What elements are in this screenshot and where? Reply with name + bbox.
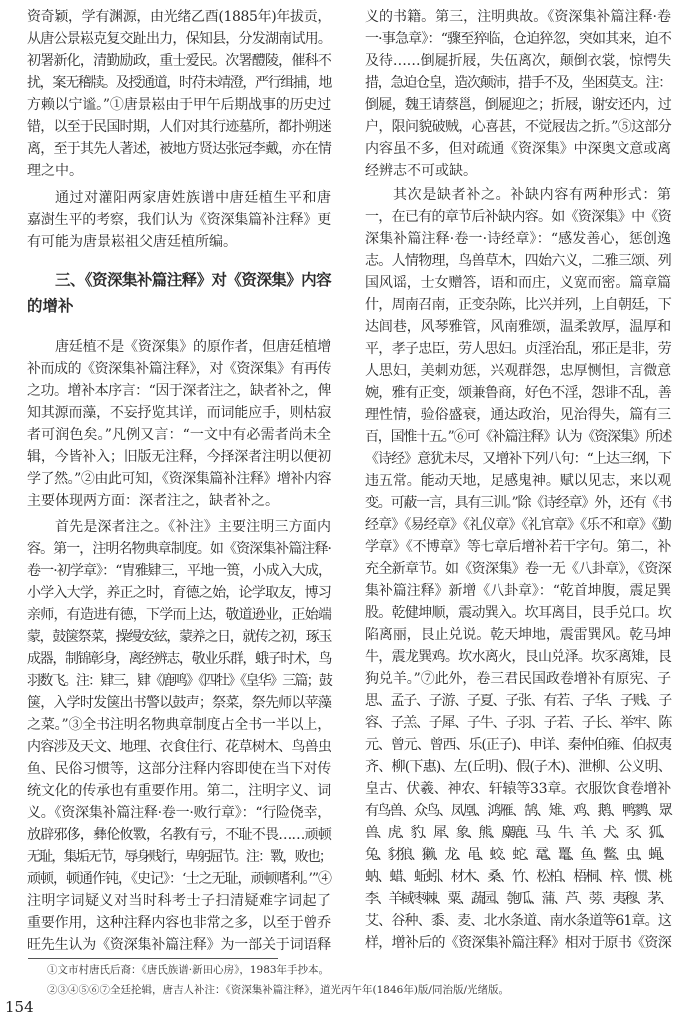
- text-line: 辑，今皆补入；旧版无注释，今择深者注明以便初: [27, 449, 331, 465]
- text-line: 之功。增补本序言：“因于深者注之，缺者补之，俾: [27, 383, 331, 399]
- text-line: 蒙，鼓箧祭菜，操缦安絃，蒙养之日，就传之初，琢玉: [27, 629, 331, 645]
- text-line: 人思妇，美刺劝惩，兴观群怨，忠厚恻怛，言微意: [365, 363, 671, 379]
- text-line: 羽数飞。注：肄三，肄《鹿鸣》《四牡》《皇华》三篇；鼓: [27, 673, 331, 689]
- footnote-divider: [28, 958, 278, 959]
- text-line: 通过对灌阳两家唐姓族谱中唐廷植生平和唐: [55, 190, 331, 206]
- text-line: 股。乾健坤顺，震动巽入。坎耳离目，艮手兑口。坎: [365, 605, 671, 621]
- text-line: 什，周南召南，正变杂陈，比兴并列，上自朝廷，下: [365, 297, 671, 313]
- text-line: 及待……倒屣折屐，失伍离次，颠倒衣裳，惊愕失: [365, 53, 671, 69]
- text-line: 牛，震龙巽鸡。坎水离火，艮山兑泽。坎豕离雉，艮: [365, 649, 671, 665]
- text-line: 理性情，验俗盛衰，通达政治，见治得失，篇有三: [365, 407, 671, 423]
- text-line: 卷一·初学章》：“胄雅肄三，平地一篑，小成入大成，: [27, 563, 331, 579]
- text-line: 容。第一，注明名物典章制度。如《资深集补篇注释·: [27, 541, 331, 557]
- text-line: 方赖以宁谧。”①唐景崧由于甲午后期战事的历史过: [27, 97, 331, 113]
- text-line: 婉，雅有正变，颂兼鲁商，好色不淫，怨诽不乱，善: [365, 385, 671, 401]
- text-line: 亲师，有造进有德，下学而上达，敬道逊业，正始端: [27, 607, 331, 623]
- text-line: 百，国惟十五。”⑥可《补篇注释》认为《资深集》所述: [365, 429, 671, 445]
- paragraph: [365, 6, 671, 182]
- text-line: 艾、谷种、黍、麦、北水条道、南水条道等61章。这: [365, 913, 671, 929]
- footnote: ②③④⑤⑥⑦全廷抡辑，唐吉人补注：《资深集补篇注释》，道光丙午年(1846年)版/同治版/光绪版。: [47, 984, 509, 996]
- text-line: 皇古、伏羲、神农、轩辕等33章。衣服饮食卷增补: [365, 781, 671, 797]
- text-line: 小学入大学，养正之时，育德之始，论学取友，博习: [27, 585, 331, 601]
- text-line: 重要作用，这种注释内容也非常之多，以至于曾乔: [27, 915, 331, 931]
- text-line: 狗兑羊。”⑦此外，卷三君民国政卷增补有原宪、子: [365, 671, 671, 687]
- text-line: 义的书籍。第三，注明典故。《资深集补篇注释·卷: [365, 9, 671, 25]
- text-line: 志。人情物理，鸟兽草木，四始六义，二雅三颂、列: [365, 253, 671, 269]
- text-line: 箧，入学时发箧出书警以鼓声；祭菜，祭先师以苹藻: [27, 695, 331, 711]
- text-line: 达闾巷，风琴雅管，风南雅颂，温柔敦厚，温厚和: [365, 319, 671, 335]
- text-line: 思、孟子、子游、子夏、子张、有若、子华、子贱、子: [365, 693, 671, 709]
- text-line: 有鸟兽、众鸟、凤凰、鸿雁、鹄、雉、鸡、鹅、鸭鹨、眾: [365, 803, 671, 819]
- text-line: 李、羊棫枣棘、粟、蔬园、匏瓜、蒲、芦、蒡、夷穆、茅、: [365, 891, 671, 907]
- text-line: 错，以至于民国时期，人们对其行迹墓所，都扑朔迷: [27, 119, 331, 135]
- text-line: 深集补篇注释·卷一·诗经章》：“感发善心，惩创逸: [365, 231, 671, 247]
- text-line: 一，在已有的章节后补缺内容。如《资深集》中《资: [365, 209, 671, 225]
- heading-line: 三、《资深集补篇注释》对《资深集》内容: [55, 271, 331, 289]
- text-line: 倒屣，魏王请蔡邕，倒屣迎之；折屐，谢安还内，过: [365, 97, 671, 113]
- text-line: 之菜。”③全书注明名物典章制度占全书一半以上，: [27, 717, 331, 733]
- text-line: 平，孝子忠臣，劳人思妇。贞淫治乱，邪正是非，劳: [365, 341, 671, 357]
- text-line: 补而成的《资深集补篇注释》，对《资深集》有再传: [27, 361, 331, 377]
- section-heading: [27, 267, 331, 319]
- text-line: 唐廷植不是《资深集》的原作者，但唐廷植增: [55, 339, 331, 355]
- heading-line: 的增补: [27, 297, 74, 315]
- paragraph: [365, 184, 671, 954]
- text-line: 内容涉及天文、地理、衣食住行、花草树木、鸟兽虫: [27, 739, 331, 755]
- text-line: 《诗经》意犹未尽，又增补下列八句：“上达三纲，下: [365, 451, 671, 467]
- text-line: 国风谣，士女赠答，语和而庄，义宽而密。篇章篇: [365, 275, 671, 291]
- left-column: [27, 6, 331, 956]
- text-line: 户，限问貌破贼，心喜甚，不觉屐齿之折。”⑤这部分: [365, 119, 671, 135]
- text-line: 其次是缺者补之。补缺内容有两种形式：第: [393, 187, 671, 203]
- text-line: 一·事急章》：“骤至猝临，仓迫猝忽，突如其来，迫不: [365, 31, 671, 47]
- text-line: 从唐公景崧克复交趾出力，保知县，分发湖南试用。: [27, 31, 331, 47]
- text-line: 扰，案无稽牍。及授通道，时苻未靖澄，严行缉捕，地: [27, 75, 331, 91]
- text-line: 无耻，集垢无节，辱身贱行，卑躬屈节。注：斁，败也；: [27, 849, 331, 865]
- text-line: 成器，制锦彰身，离经辨志，敬业乐群，蛾子时术，鸟: [27, 651, 331, 667]
- text-line: 学章》《不博章》等七章后增补若干字句。第二，补: [365, 539, 671, 555]
- text-line: 义。《资深集补篇注释·卷一·败行章》：“行险侥幸，: [27, 805, 331, 821]
- right-column: [365, 6, 671, 954]
- text-line: 资奇颖，学有渊源，由光绪乙酉(1885年)年拔贡，: [27, 9, 331, 25]
- text-line: 顽顿，顿通作钝，《史记》：‘士之无耻，顽顿嗜利。’”④: [27, 871, 331, 887]
- text-line: 经辨志不可或缺。: [365, 163, 477, 179]
- text-line: 理之中。: [27, 163, 83, 179]
- text-line: 违五常。能动天地，足感鬼神。赋以见志，来以观: [365, 473, 671, 489]
- text-line: 兔、豺狼、獭、龙、黾、蛟、蛇、鼋、鼍、鱼、鳖、虫、蝇、: [365, 847, 671, 863]
- text-line: 主要体现两方面：深者注之，缺者补之。: [27, 493, 279, 509]
- footnote: ①文市村唐氏后裔：《唐氏族谱·新田心房》，1983年手抄本。: [47, 964, 330, 976]
- paragraph: [27, 6, 331, 182]
- text-line: 陷离丽，艮止兑说。乾天坤地，震雷巽风。乾马坤: [365, 627, 671, 643]
- text-line: 学了然。”②由此可知，《资深集篇补注释》增补内容: [27, 471, 331, 487]
- text-line: 旺先生认为《资深集补篇注释》为一部关于词语释: [27, 937, 331, 953]
- paragraph: [27, 187, 331, 253]
- text-line: 集补篇注释》新增《八卦章》：“乾首坤腹，震足巽: [365, 583, 671, 599]
- text-line: 鱼、民俗习惯等，这部分注释内容即使在当下对传: [27, 761, 331, 777]
- paragraph: [27, 516, 331, 956]
- text-line: 措，急迫仓皇，造次颠沛，措手不及，坐困莫支。注：: [365, 75, 671, 91]
- text-line: 经章》《易经章》《礼仪章》《礼官章》《乐不和章》《勤: [365, 517, 671, 533]
- text-line: 首先是深者注之。《补注》主要注明三方面内: [55, 519, 331, 535]
- text-line: 元、曾元、曾西、乐(正子)、申详、秦仲伯雍、伯叔夷: [365, 737, 671, 753]
- paragraph: [27, 336, 331, 512]
- text-line: 兽、虎、豹、犀、象、熊、麋鹿、马、牛、羊、犬、豕、狐、: [365, 825, 671, 841]
- text-line: 有可能为唐景崧祖父唐廷植所编。: [27, 234, 237, 250]
- text-line: 者可润色矣。”凡例又言：“一文中有必需者尚未全: [27, 427, 331, 443]
- text-line: 蚋、蜡、蚯蚓、材木、桑、竹、松柏、梧桐、梓、惯、桃: [365, 869, 671, 885]
- text-line: 离，至于其先人著述，被地方贤达张冠李戴，亦在情: [27, 141, 331, 157]
- text-line: 样，增补后的《资深集补篇注释》相对于原书《资深: [365, 935, 671, 951]
- text-line: 齐、柳(下惠)、左(丘明)、假(子木)、泄柳、公义明、: [365, 759, 671, 775]
- text-line: 初署新化，清勤励政，重士爱民。次署醴陵，催科不: [27, 53, 331, 69]
- text-line: 知其源而藻，不妄抒览其详，而词能应手，则枯寂: [27, 405, 331, 421]
- text-line: 注明字词疑义对当时科考士子扫清疑难字词起了: [27, 893, 331, 909]
- text-line: 统文化的传承也有重要作用。第二，注明字义、词: [27, 783, 331, 799]
- text-line: 容、子羔、子犀、子牛、子羽、子若、子长、举牢、陈: [365, 715, 671, 731]
- text-line: 变。可蔽一言，具有三训。”除《诗经章》外，还有《书: [365, 495, 671, 511]
- text-line: 内容虽不多，但对疏通《资深集》中深奥文意或离: [365, 141, 671, 157]
- text-line: 充全新章节。如《资深集》卷一无《八卦章》，《资深: [365, 561, 671, 577]
- text-line: 嘉澍生平的考察，我们认为《资深集篇补注释》更: [27, 212, 331, 228]
- page-number: 154: [5, 998, 34, 1016]
- text-line: 放辟邪侈，彝伦攸斁，名教有亏，不耻不畏……顽顿: [27, 827, 331, 843]
